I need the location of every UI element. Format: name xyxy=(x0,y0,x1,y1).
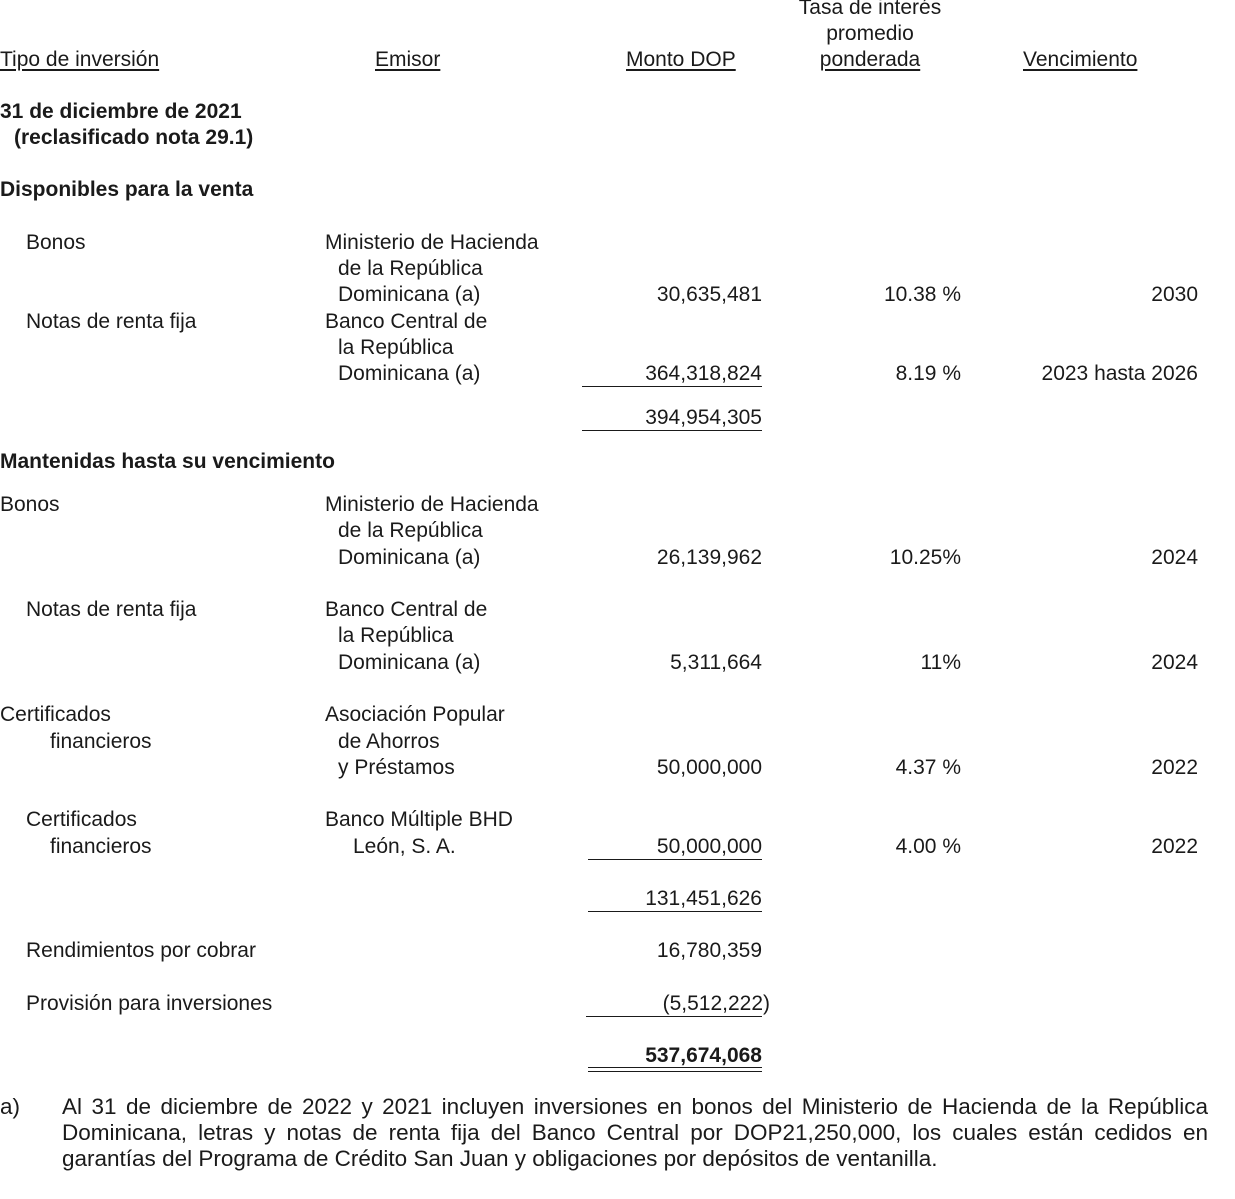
mant-row1-emisor-l2: de la República xyxy=(338,519,483,542)
rendimientos-monto: 16,780,359 xyxy=(656,939,762,962)
disp-row1-tipo: Bonos xyxy=(26,231,86,254)
mant-subtotal: 131,451,626 xyxy=(645,887,762,910)
mant-row4-emisor-l1: Banco Múltiple BHD xyxy=(325,808,513,831)
mant-row2-emisor-l2: la República xyxy=(338,624,454,647)
section-disponibles-title: Disponibles para la venta xyxy=(0,178,254,201)
mant-row3-tasa: 4.37 % xyxy=(895,756,961,779)
disp-row2-emisor-l1: Banco Central de xyxy=(325,310,488,333)
mant-row4-emisor-l2: León, S. A. xyxy=(353,835,456,858)
period-title: 31 de diciembre de 2021 xyxy=(0,100,242,123)
provision-underline xyxy=(586,1016,762,1017)
disp-row2-vencimiento: 2023 hasta 2026 xyxy=(1041,362,1198,385)
total-underline-1 xyxy=(588,1067,762,1068)
header-tasa-line3: ponderada xyxy=(819,48,921,71)
disp-row1-emisor-l1: Ministerio de Hacienda xyxy=(325,231,539,254)
mant-row4-tasa: 4.00 % xyxy=(895,835,961,858)
mant-row2-vencimiento: 2024 xyxy=(1151,651,1198,674)
header-monto: Monto DOP xyxy=(626,48,736,71)
disp-row2-emisor-l3: Dominicana (a) xyxy=(338,362,481,385)
disp-row1-emisor-l3: Dominicana (a) xyxy=(338,283,481,306)
provision-monto: (5,512,222) xyxy=(662,992,770,1015)
mant-row1-tasa: 10.25% xyxy=(889,546,961,569)
grand-total: 537,674,068 xyxy=(645,1044,762,1067)
mant-row1-monto: 26,139,962 xyxy=(656,546,762,569)
mant-row2-tasa: 11% xyxy=(920,651,961,674)
provision-label: Provisión para inversiones xyxy=(26,992,273,1015)
mant-row3-tipo-l1: Certificados xyxy=(0,703,111,726)
mant-row3-emisor-l2: de Ahorros xyxy=(338,730,440,753)
mant-row1-vencimiento: 2024 xyxy=(1151,546,1198,569)
disp-row2-monto: 364,318,824 xyxy=(645,362,762,385)
mant-row2-monto: 5,311,664 xyxy=(670,651,762,674)
mant-row2-emisor-l1: Banco Central de xyxy=(325,598,488,621)
rendimientos-label: Rendimientos por cobrar xyxy=(26,939,256,962)
mant-row2-tipo: Notas de renta fija xyxy=(26,598,197,621)
mant-row3-tipo-l2: financieros xyxy=(50,730,152,753)
header-emisor: Emisor xyxy=(375,48,441,71)
mant-row4-tipo-l2: financieros xyxy=(50,835,152,858)
mant-row3-monto: 50,000,000 xyxy=(656,756,762,779)
total-underline-2 xyxy=(588,1071,762,1072)
mant-row4-tipo-l1: Certificados xyxy=(26,808,137,831)
mant-row3-vencimiento: 2022 xyxy=(1151,756,1198,779)
disp-row1-monto: 30,635,481 xyxy=(656,283,762,306)
mant-row3-emisor-l3: y Préstamos xyxy=(338,756,455,779)
mant-row3-emisor-l1: Asociación Popular xyxy=(325,703,505,726)
section-mantenidas-title: Mantenidas hasta su vencimiento xyxy=(0,450,335,473)
disp-subtotal-underline xyxy=(582,430,762,431)
disp-row2-underline xyxy=(582,386,762,387)
disp-subtotal: 394,954,305 xyxy=(645,406,762,429)
disp-row2-tasa: 8.19 % xyxy=(895,362,961,385)
footnote-text: Al 31 de diciembre de 2022 y 2021 incluyen inversiones en bonos del Ministerio de Hacienda de la República Dominicana, letras y notas de renta fija del Banco Central por DOP21,250,000, los cuales están cedidos en garantías del Programa de Crédito San Juan y obligaciones por depósitos de ventanilla. xyxy=(62,1094,1208,1171)
footnote-marker: a) xyxy=(0,1094,21,1119)
mant-row4-monto: 50,000,000 xyxy=(656,835,762,858)
header-tasa-line2: promedio xyxy=(826,22,914,45)
mant-row1-tipo: Bonos xyxy=(0,493,60,516)
mant-row1-emisor-l1: Ministerio de Hacienda xyxy=(325,493,539,516)
mant-row4-underline xyxy=(588,859,762,860)
header-vencimiento: Vencimiento xyxy=(1023,48,1138,71)
disp-row1-vencimiento: 2030 xyxy=(1151,283,1198,306)
header-tasa-line1: Tasa de interés xyxy=(798,0,942,19)
header-tipo: Tipo de inversión xyxy=(0,48,160,71)
period-subtitle: (reclasificado nota 29.1) xyxy=(14,126,254,149)
mant-row4-vencimiento: 2022 xyxy=(1151,835,1198,858)
disp-row2-emisor-l2: la República xyxy=(338,336,454,359)
disp-row1-emisor-l2: de la República xyxy=(338,257,483,280)
disp-row1-tasa: 10.38 % xyxy=(883,283,961,306)
disp-row2-tipo: Notas de renta fija xyxy=(26,310,197,333)
mant-row2-emisor-l3: Dominicana (a) xyxy=(338,651,481,674)
mant-subtotal-underline xyxy=(588,911,762,912)
mant-row1-emisor-l3: Dominicana (a) xyxy=(338,546,481,569)
